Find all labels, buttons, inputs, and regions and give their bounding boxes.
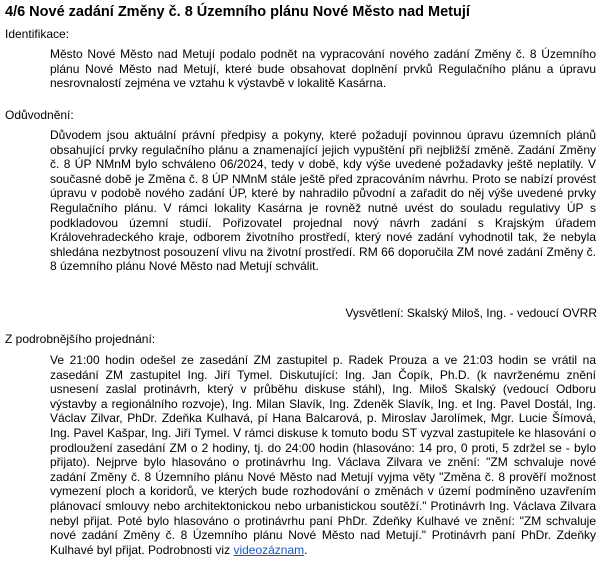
detail-paragraph [50, 353, 596, 557]
justification-label: Odůvodnění: [5, 108, 74, 122]
agenda-item-title: 4/6 Nové zadání Změny č. 8 Územního plánu Nové Město nad Metují [5, 4, 470, 20]
identification-text: Město Nové Město nad Metují podalo podnět na vypracování nového zadání Změny č. 8 Územního plánu Nové Město nad Metují, které bude obsahovat doplnění prvků Regulačního plánu a úpravu nesrovnalostí zejména ve vztahu k výstavbě v lokalitě Kasárna. [50, 47, 596, 91]
justification-signature: Vysvětlení: Skalský Miloš, Ing. - vedoucí OVRR [345, 306, 597, 320]
detail-text: Ve 21:00 hodin odešel ze zasedání ZM zastupitel p. Radek Prouza a ve 21:03 hodin se vrátil na zasedání ZM zastupitel Ing. Jiří Tymel. Diskutující: Ing. Jan Čopík, Ph.D. (k navrženému znění usnesení zaslal protinávrh, který v průběhu diskuse stáhl), Ing. Miloš Skalský (vedoucí Odboru výstavby a regionálního rozvoje), Ing. Milan Slavík, Ing. Zdeněk Slavík, Ing. et Ing. Pavel Dostál, Ing. Václav Zilvar, PhDr. Zdeňka Kulhavá, pí Hana Balcarová, p. Miroslav Jarolímek, Mgr. Lucie Šímová, Ing. Pavel Kašpar, Ing. Jiří Tymel. V rámci diskuse k tomuto bodu ST vyzval zastupitele ke hlasování o prodloužení zasedání ZM o 2 hodiny, tj. do 24:00 hodin (hlasováno: 14 pro, 0 proti, 5 zdržel se - bylo přijato). Nejprve bylo hlasováno o protinávrhu Ing. Václava Zilvara ve znění: "ZM schvaluje nové zadání Změny č. 8 Územního plánu Nové Město nad Metují vyjma věty "Změna č. 8 prověří možnost vymezení ploch a koridorů, ve kterých bude rozhodování o změnách v území podmíněno uzavřením plánovací smlouvy nebo architektonickou nebo urbanistickou soutěží." Protinávrh Ing. Václava Zilvara nebyl přijat. Poté bylo hlasováno o protinávrhu paní PhDr. Zdeňky Kulhavé ve znění: "ZM schvaluje nové zadání Změny č. 8 Územního plánu Nové Město nad Metují." Protinávrh paní PhDr. Zdeňky Kulhavé byl přijat. Podrobnosti viz [50, 353, 596, 557]
detail-end-punctuation: . [304, 542, 308, 557]
justification-text: Důvodem jsou aktuální právní předpisy a pokyny, které požadují povinnou úpravu územních plánů obsahující prvky regulačního plánu a znamenající jejich vypuštění při nejbližší změně. Zadání Změny č. 8 ÚP NMnM bylo schváleno 06/2024, tedy v době, kdy výše uvedené požadavky ještě neplatily. V současné době je Změna č. 8 ÚP NMnM stále ještě před zpracováním návrhu. Proto se nabízí provést úpravu v podobě nového zadání ÚP, které by nahradilo původní a zařadit do něj výše uvedené prvky Regulačního plánu. V rámci lokality Kasárna je rovněž nutné uvést do souladu regulativy ÚP s podkladovou územní studií. Pořizovatel projednal nový návrh zadání s Krajským úřadem Královehradeckého kraje, odborem životního prostředí, který nové zadání vyhodnotil tak, že nebyla shledána nezbytnost posouzení vlivu na životní prostředí. RM 66 doporučila ZM nové zadání Změny č. 8 územního plánu Nové Město nad Metují schválit. [50, 128, 596, 274]
video-recording-link[interactable]: videozáznam [233, 542, 305, 557]
identification-label: Identifikace: [5, 27, 70, 41]
detail-label: Z podrobnějšího projednání: [5, 332, 156, 346]
